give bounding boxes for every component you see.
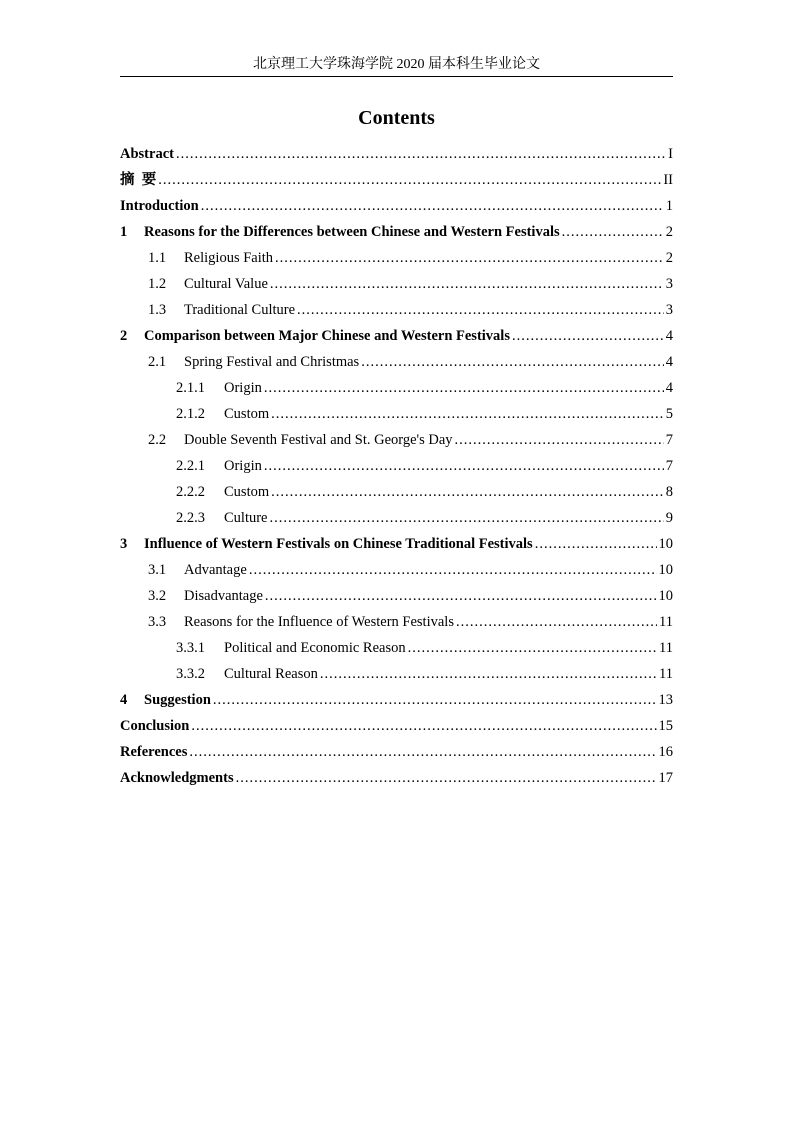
toc-entry-section-3-3[interactable] — [120, 609, 673, 635]
toc-entry-page: 13 — [658, 692, 673, 708]
toc-entry-number: 3 — [120, 536, 128, 552]
toc-entry-page: 17 — [658, 770, 673, 786]
toc-entry-chapter-1[interactable] — [120, 219, 673, 245]
toc-entry-page: 4 — [665, 380, 673, 396]
toc-entry-page: 4 — [665, 328, 673, 344]
toc-dot-leader — [265, 583, 657, 609]
toc-entry-number: 3.1 — [148, 562, 167, 578]
toc-entry-number: 2.2 — [148, 432, 167, 448]
toc-entry-label: Disadvantage — [184, 588, 263, 604]
toc-entry-number: 3.3.1 — [176, 640, 205, 656]
toc-dot-leader — [456, 609, 657, 635]
toc-dot-leader — [271, 479, 664, 505]
toc-entry-section-1-1[interactable] — [120, 245, 673, 271]
toc-entry-page: 5 — [665, 406, 673, 422]
toc-dot-leader — [297, 297, 664, 323]
toc-dot-leader — [270, 505, 664, 531]
toc-entry-number: 3.3.2 — [176, 666, 205, 682]
toc-entry-label: Spring Festival and Christmas — [184, 354, 360, 370]
toc-entry-number: 2.1 — [148, 354, 167, 370]
toc-entry-label: Culture — [224, 510, 268, 526]
toc-entry-page: 11 — [659, 614, 673, 630]
toc-entry-page: 4 — [665, 354, 673, 370]
toc-entry-chinese-abstract[interactable] — [120, 167, 673, 193]
toc-entry-page: 15 — [658, 718, 673, 734]
toc-entry-label: Reasons for the Influence of Western Festivals — [184, 614, 454, 630]
toc-dot-leader — [320, 661, 657, 687]
toc-entry-number: 3.2 — [148, 588, 167, 604]
toc-entry-subsection-2-1-2[interactable] — [120, 401, 673, 427]
toc-entry-page: 16 — [658, 744, 673, 760]
toc-dot-leader — [408, 635, 657, 661]
toc-entry-page: II — [663, 172, 673, 188]
toc-dot-leader — [455, 427, 664, 453]
toc-entry-page: 11 — [659, 640, 673, 656]
toc-entry-subsection-2-2-2[interactable] — [120, 479, 673, 505]
toc-entry-subsection-3-3-2[interactable] — [120, 661, 673, 687]
toc-entry-number: 1.3 — [148, 302, 167, 318]
toc-entry-label: Cultural Value — [184, 276, 268, 292]
toc-dot-leader — [264, 375, 664, 401]
toc-entry-section-2-1[interactable] — [120, 349, 673, 375]
toc-entry-label: Conclusion — [120, 718, 190, 734]
toc-entry-acknowledgments[interactable] — [120, 765, 673, 791]
toc-entry-section-1-2[interactable] — [120, 271, 673, 297]
toc-entry-number: 2.1.1 — [176, 380, 205, 396]
toc-entry-page: 3 — [665, 302, 673, 318]
toc-dot-leader — [271, 401, 664, 427]
toc-dot-leader — [270, 271, 664, 297]
toc-entry-number: 1.1 — [148, 250, 167, 266]
toc-dot-leader — [361, 349, 664, 375]
toc-entry-label: Custom — [224, 406, 270, 422]
toc-dot-leader — [264, 453, 664, 479]
toc-entry-number: 2.1.2 — [176, 406, 205, 422]
toc-entry-page: 7 — [665, 458, 673, 474]
toc-entry-page: 10 — [658, 536, 673, 552]
toc-dot-leader — [236, 765, 657, 791]
toc-entry-number: 2.2.1 — [176, 458, 205, 474]
toc-entry-subsection-2-2-3[interactable] — [120, 505, 673, 531]
toc-entry-page: I — [668, 146, 673, 162]
toc-entry-label: Origin — [224, 380, 262, 396]
toc-entry-label: Political and Economic Reason — [224, 640, 406, 656]
toc-dot-leader — [189, 739, 656, 765]
toc-entry-number: 1.2 — [148, 276, 167, 292]
toc-entry-introduction[interactable] — [120, 193, 673, 219]
toc-entry-number: 3.3 — [148, 614, 167, 630]
toc-entry-number: 4 — [120, 692, 128, 708]
toc-entry-label: Abstract — [120, 146, 174, 162]
toc-entry-number: 2 — [120, 328, 128, 344]
toc-dot-leader — [562, 219, 664, 245]
toc-entry-page: 9 — [665, 510, 673, 526]
toc-dot-leader — [249, 557, 657, 583]
toc-dot-leader — [191, 713, 656, 739]
toc-entry-label: Reasons for the Differences between Chinese and Western Festivals — [144, 224, 560, 240]
toc-entry-section-3-2[interactable] — [120, 583, 673, 609]
running-header: 北京理工大学珠海学院 2020 届本科生毕业论文 — [253, 57, 540, 72]
toc-entry-label: Advantage — [184, 562, 247, 578]
toc-entry-label: Custom — [224, 484, 270, 500]
toc-entry-number: 2.2.2 — [176, 484, 205, 500]
toc-dot-leader — [512, 323, 664, 349]
table-of-contents — [120, 141, 673, 791]
toc-entry-conclusion[interactable] — [120, 713, 673, 739]
toc-entry-label: Traditional Culture — [184, 302, 296, 318]
toc-entry-label: Origin — [224, 458, 262, 474]
toc-entry-label: Influence of Western Festivals on Chinese Traditional Festivals — [144, 536, 533, 552]
toc-entry-chapter-3[interactable] — [120, 531, 673, 557]
toc-entry-page: 2 — [665, 250, 673, 266]
toc-entry-label: Comparison between Major Chinese and Western Festivals — [144, 328, 510, 344]
toc-dot-leader — [213, 687, 657, 713]
toc-entry-references[interactable] — [120, 739, 673, 765]
toc-entry-page: 1 — [665, 198, 673, 214]
toc-entry-page: 3 — [665, 276, 673, 292]
toc-entry-number: 2.2.3 — [176, 510, 205, 526]
toc-entry-label: 摘 要 — [120, 172, 157, 188]
toc-dot-leader — [158, 167, 661, 193]
toc-entry-label: Cultural Reason — [224, 666, 318, 682]
toc-entry-page: 7 — [665, 432, 673, 448]
toc-entry-page: 11 — [659, 666, 673, 682]
toc-entry-label: Acknowledgments — [120, 770, 234, 786]
toc-dot-leader — [535, 531, 657, 557]
toc-entry-label: Religious Faith — [184, 250, 274, 266]
toc-entry-subsection-3-3-1[interactable] — [120, 635, 673, 661]
toc-entry-label: Suggestion — [144, 692, 211, 708]
toc-entry-chapter-4[interactable] — [120, 687, 673, 713]
toc-entry-page: 2 — [665, 224, 673, 240]
toc-entry-number: 1 — [120, 224, 128, 240]
toc-entry-section-1-3[interactable] — [120, 297, 673, 323]
toc-entry-abstract[interactable] — [120, 141, 673, 167]
toc-entry-section-2-2[interactable] — [120, 427, 673, 453]
toc-dot-leader — [201, 193, 664, 219]
toc-entry-subsection-2-1-1[interactable] — [120, 375, 673, 401]
toc-dot-leader — [275, 245, 664, 271]
toc-entry-label: Introduction — [120, 198, 199, 214]
toc-entry-page: 8 — [665, 484, 673, 500]
toc-entry-label: References — [120, 744, 188, 760]
toc-entry-subsection-2-2-1[interactable] — [120, 453, 673, 479]
toc-entry-label: Double Seventh Festival and St. George's Day — [184, 432, 453, 448]
toc-title: Contents — [358, 107, 435, 129]
toc-entry-section-3-1[interactable] — [120, 557, 673, 583]
toc-entry-page: 10 — [658, 562, 673, 578]
toc-entry-chapter-2[interactable] — [120, 323, 673, 349]
toc-entry-page: 10 — [658, 588, 673, 604]
toc-dot-leader — [176, 141, 666, 167]
header-divider — [120, 76, 673, 77]
